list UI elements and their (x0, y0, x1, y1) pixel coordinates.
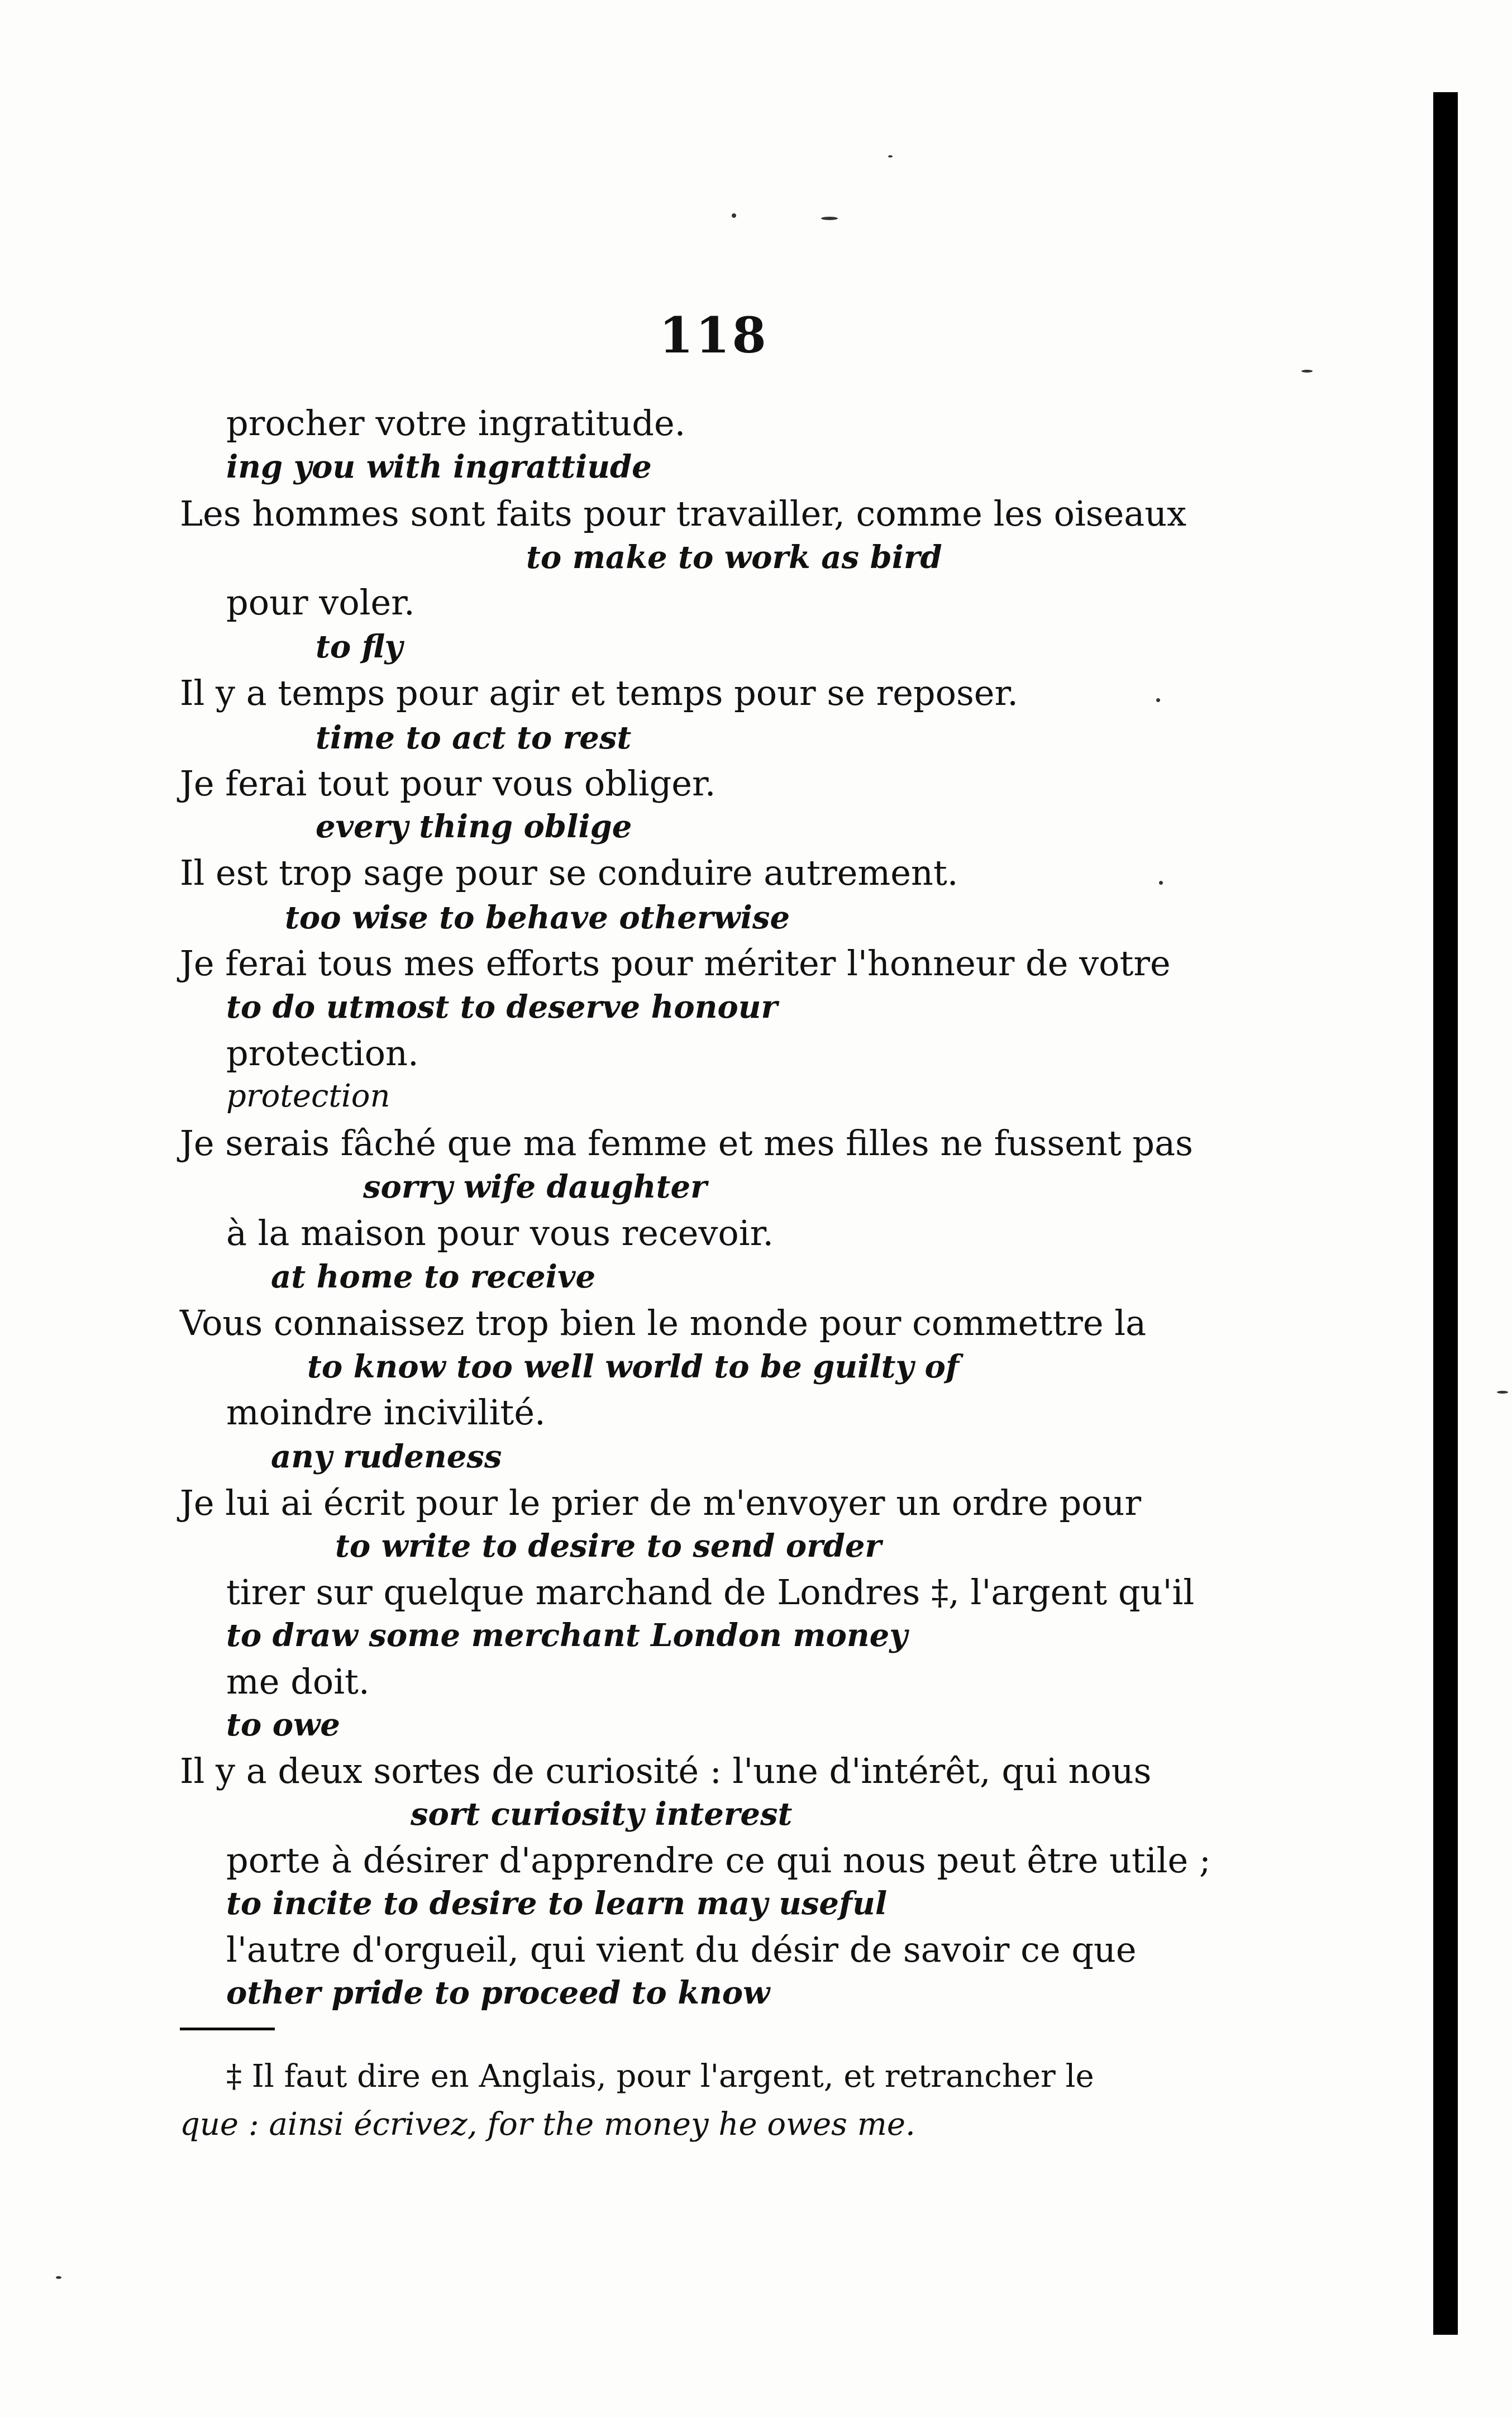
english-gloss: to fly (316, 628, 403, 665)
print-speck (1301, 370, 1313, 373)
french-line: Il est trop sage pour se conduire autrement. (180, 852, 958, 893)
english-gloss: to know too well world to be guilty of (307, 1348, 959, 1385)
print-speck (888, 155, 893, 158)
english-gloss: to write to desire to send order (335, 1528, 882, 1565)
english-gloss: any rudeness (271, 1438, 502, 1475)
footnote-line: que : ainsi écrivez, for the money he owes me. (180, 2106, 915, 2143)
page-number: 118 (659, 306, 769, 364)
print-speck (1159, 881, 1163, 885)
print-speck (821, 217, 838, 220)
page-edge-shadow (1433, 92, 1458, 2335)
footnote-line: ‡ Il faut dire en Anglais, pour l'argent, et retrancher le (226, 2058, 1094, 2095)
french-line: procher votre ingratitude. (226, 403, 686, 443)
english-gloss: every thing oblige (316, 808, 632, 845)
english-gloss: sorry wife daughter (363, 1169, 707, 1205)
french-line: Je lui ai écrit pour le prier de m'envoyer un ordre pour (180, 1482, 1142, 1523)
french-line: pour voler. (226, 582, 415, 623)
french-line: Il y a temps pour agir et temps pour se reposer. (180, 673, 1018, 713)
print-speck (56, 2276, 61, 2279)
english-gloss: to draw some merchant London money (226, 1617, 908, 1654)
french-line: me doit. (226, 1661, 370, 1702)
english-gloss: to owe (226, 1706, 340, 1743)
english-gloss: ing you with ingrattiude (226, 449, 652, 485)
english-gloss: other pride to proceed to know (226, 1975, 770, 2011)
french-line: moindre incivilité. (226, 1392, 546, 1433)
french-line: Il y a deux sortes de curiosité : l'une d'intérêt, qui nous (180, 1751, 1152, 1791)
print-speck (1156, 698, 1160, 702)
french-line: Vous connaissez trop bien le monde pour commettre la (180, 1303, 1147, 1343)
english-gloss: time to act to rest (316, 719, 632, 756)
french-line: Je ferai tous mes efforts pour mériter l'honneur de votre (180, 943, 1171, 984)
french-line: protection. (226, 1033, 419, 1074)
french-line: Je ferai tout pour vous obliger. (180, 763, 716, 804)
english-gloss: protection (226, 1078, 390, 1114)
french-line: tirer sur quelque marchand de Londres ‡, l'argent qu'il (226, 1572, 1195, 1613)
print-speck (1497, 1391, 1508, 1394)
english-gloss: too wise to behave otherwise (285, 899, 790, 936)
french-line: Les hommes sont faits pour travailler, comme les oiseaux (180, 493, 1187, 534)
print-speck (732, 213, 736, 218)
english-gloss: to make to work as bird (526, 539, 942, 576)
footnote-divider (180, 2028, 275, 2030)
english-gloss: at home to receive (271, 1258, 596, 1295)
french-line: porte à désirer d'apprendre ce qui nous peut être utile ; (226, 1840, 1211, 1881)
french-line: l'autre d'orgueil, qui vient du désir de savoir ce que (226, 1929, 1137, 1970)
french-line: Je serais fâché que ma femme et mes filles ne fussent pas (180, 1123, 1193, 1163)
english-gloss: to do utmost to deserve honour (226, 989, 778, 1026)
english-gloss: sort curiosity interest (411, 1796, 793, 1833)
french-line: à la maison pour vous recevoir. (226, 1213, 774, 1253)
english-gloss: to incite to desire to learn may useful (226, 1885, 888, 1922)
